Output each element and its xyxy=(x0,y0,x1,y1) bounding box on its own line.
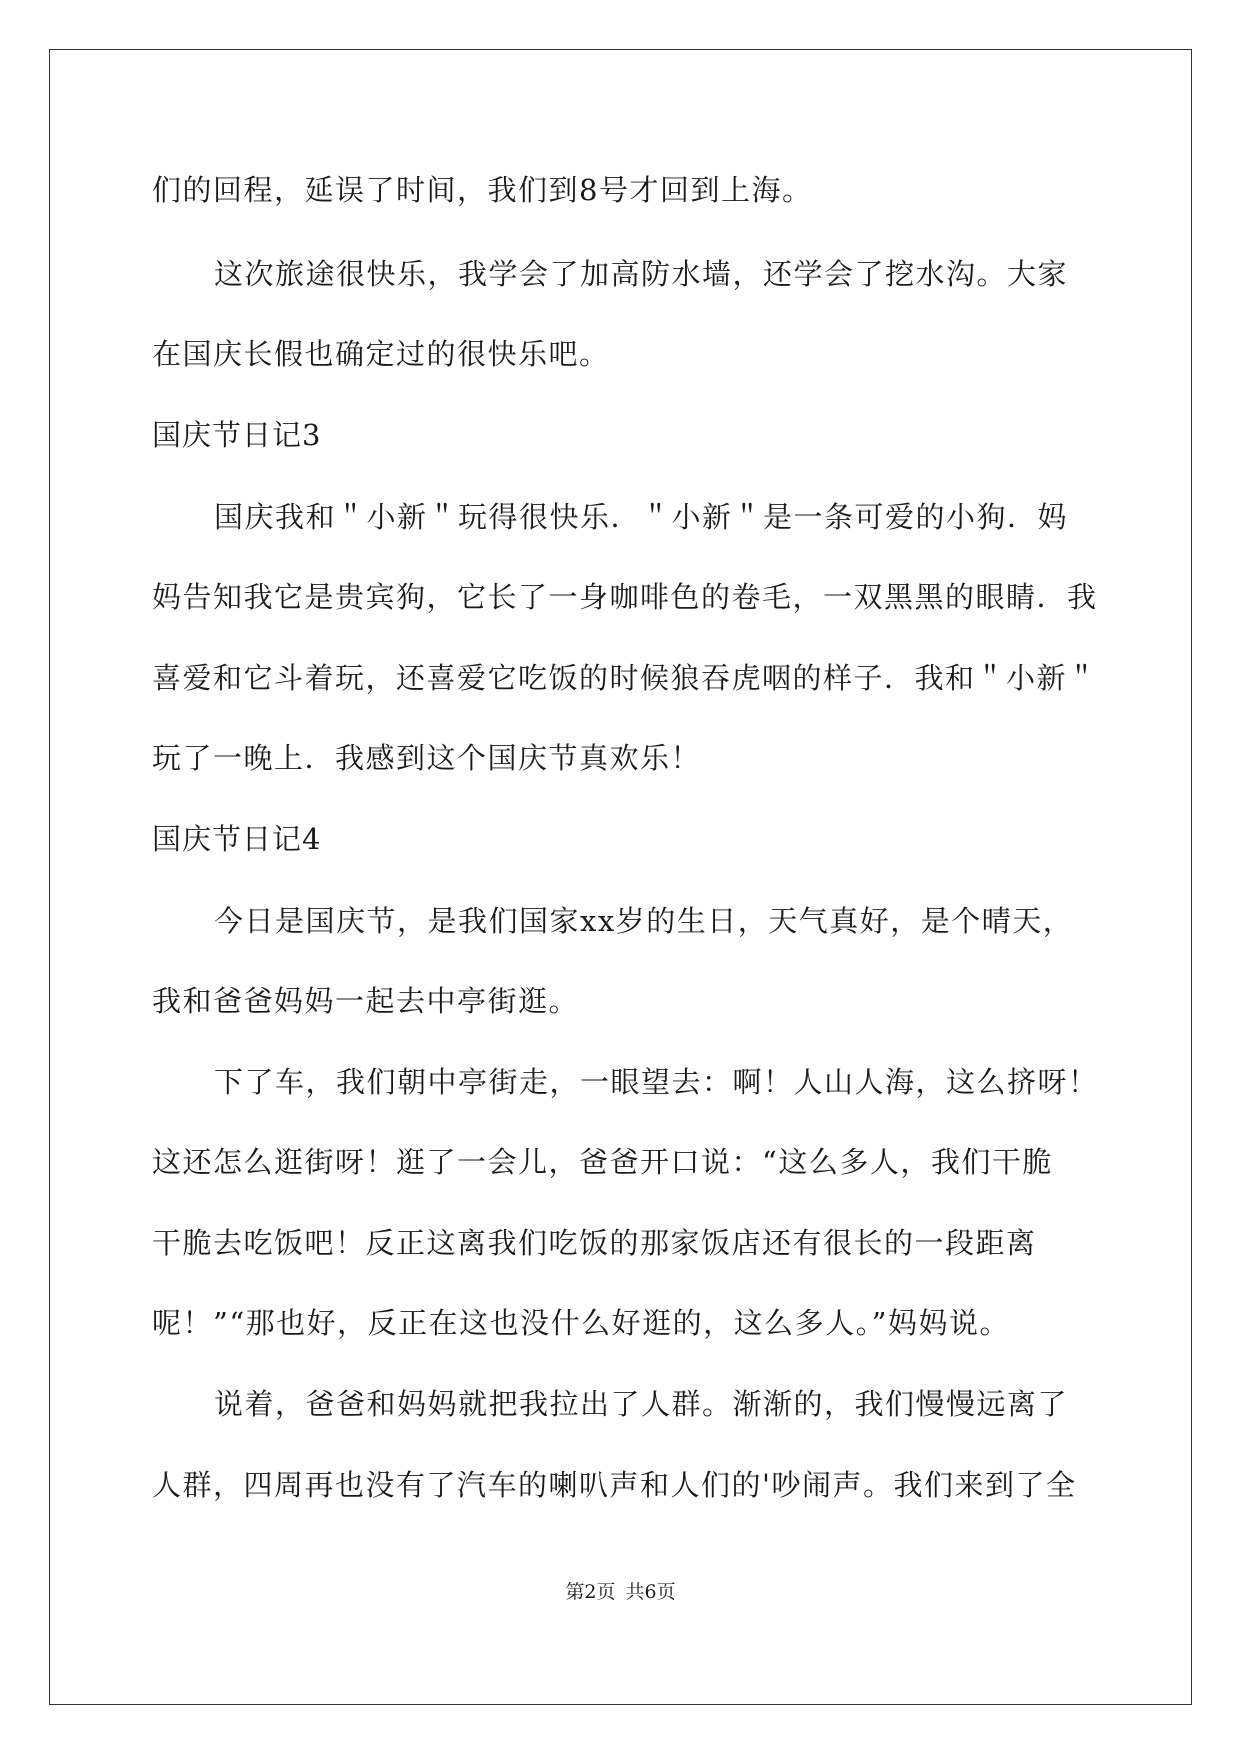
paragraph-line: 妈告知我它是贵宾狗，它长了一身咖啡色的卷毛，一双黑黑的眼睛．我 xyxy=(152,580,1098,614)
paragraph-line: 我和爸爸妈妈一起去中亭街逛。 xyxy=(152,984,580,1018)
paragraph-line: 呢！”“那也好，反正在这也没什么好逛的，这么多人。”妈妈说。 xyxy=(152,1306,1010,1340)
paragraph-line: 说着，爸爸和妈妈就把我拉出了人群。渐渐的，我们慢慢远离了 xyxy=(214,1387,1069,1421)
paragraph-line: 这次旅途很快乐，我学会了加高防水墙，还学会了挖水沟。大家 xyxy=(214,257,1069,291)
paragraph-line: 干脆去吃饭吧！反正这离我们吃饭的那家饭店还有很长的一段距离 xyxy=(152,1226,1037,1260)
paragraph-line: 人群，四周再也没有了汽车的喇叭声和人们的'吵闹声。我们来到了全 xyxy=(152,1468,1077,1502)
paragraph-line: 这还怎么逛街呀！逛了一会儿，爸爸开口说：“这么多人，我们干脆 xyxy=(152,1145,1053,1179)
section-heading: 国庆节日记4 xyxy=(152,822,322,856)
paragraph-line: 在国庆长假也确定过的很快乐吧。 xyxy=(152,337,610,371)
page-footer xyxy=(0,1580,1241,1604)
paragraph-line: 下了车，我们朝中亭街走，一眼望去：啊！人山人海，这么挤呀！ xyxy=(214,1065,1099,1099)
section-heading: 国庆节日记3 xyxy=(152,418,322,452)
page-total: 共6页 xyxy=(625,1581,676,1603)
page-number: 第2页 xyxy=(565,1581,616,1603)
paragraph-line: 们的回程，延误了时间，我们到8号才回到上海。 xyxy=(152,173,813,207)
paragraph-line: 今日是国庆节，是我们国家xx岁的生日，天气真好，是个晴天， xyxy=(214,904,1074,938)
page-border xyxy=(49,49,1192,1705)
paragraph-line: 国庆我和＂小新＂玩得很快乐．＂小新＂是一条可爱的小狗．妈 xyxy=(214,500,1069,534)
paragraph-line: 喜爱和它斗着玩，还喜爱它吃饭的时候狼吞虎咽的样子．我和＂小新＂ xyxy=(152,661,1098,695)
paragraph-line: 玩了一晚上．我感到这个国庆节真欢乐！ xyxy=(152,741,702,775)
